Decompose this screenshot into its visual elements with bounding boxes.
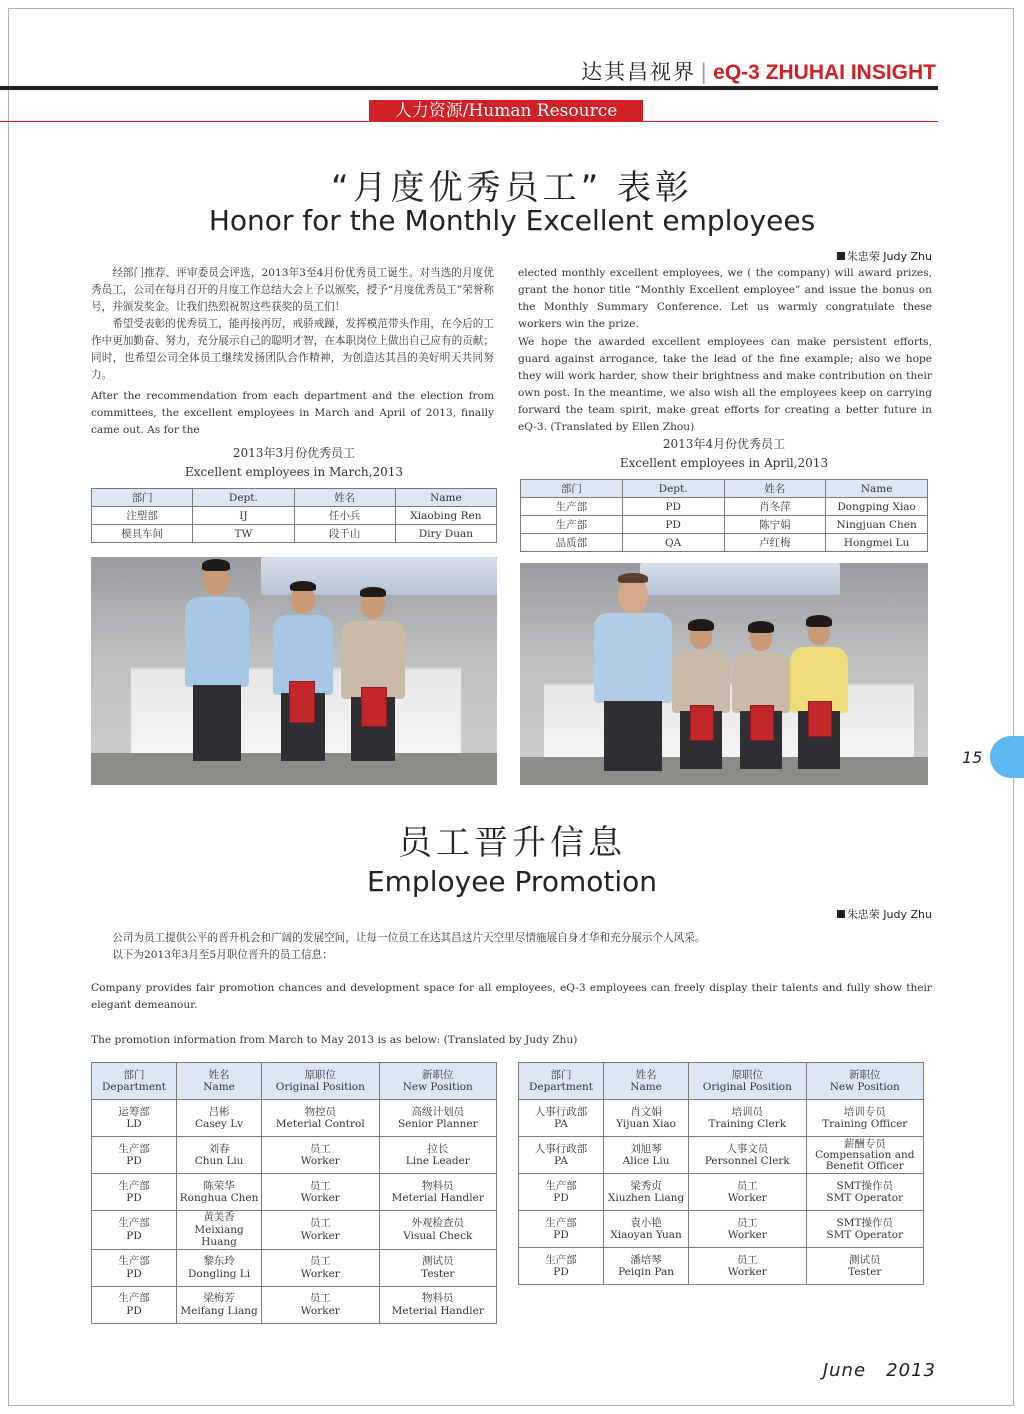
table-cell: 物料员 Meterial Handler (379, 1174, 496, 1211)
march-table (91, 488, 497, 543)
header-en: Department (529, 1081, 594, 1093)
header-cn: 姓名 (635, 1068, 657, 1081)
header-cn: 原职位 (731, 1068, 764, 1081)
table-row (519, 1248, 924, 1285)
table-cell: Dongping Xiao (826, 498, 928, 516)
header-cell (806, 1063, 923, 1100)
april-header-cell: Dept. (622, 480, 724, 498)
table-cell: 刘春 Chun Liu (177, 1137, 262, 1174)
table-cell: TW (193, 525, 294, 543)
april-caption-en: Excellent employees in April,2013 (619, 456, 829, 470)
march-caption-cn: 2013年3月份优秀员工 (232, 446, 356, 460)
header-cell (519, 1063, 604, 1100)
march-caption-en: Excellent employees in March,2013 (184, 465, 404, 479)
table-cell: 卢红梅 (724, 534, 826, 552)
table-row (521, 534, 928, 552)
april-header-cell: Name (826, 480, 928, 498)
table-cell: 培训专员 Training Officer (806, 1100, 923, 1137)
magazine-header (581, 56, 936, 86)
article1-title-en: Honor for the Monthly Excellent employees (208, 204, 816, 237)
header-en: Name (630, 1081, 662, 1093)
article1-cn-p1: 经部门推荐、评审委员会评选，2013年3至4月份优秀员工诞生。对当选的月度优秀员工，公司在每月召开的月度工作总结大会上予以颁奖，授予“月度优秀员工”荣誉称号，并颁发奖金。让我们热烈祝贺这些获奖的员工们！ (91, 267, 494, 313)
table-cell: 生产部 PD (519, 1248, 604, 1285)
table-row (92, 1286, 497, 1323)
promotion-header (92, 1063, 497, 1100)
header-cn: 姓名 (208, 1068, 230, 1081)
table-row (92, 525, 497, 543)
table-cell: 人事文员 Personnel Clerk (689, 1137, 806, 1174)
table-cell: 模具车间 (92, 525, 193, 543)
header-cell (689, 1063, 806, 1100)
brand-cn: 达其昌视界 (581, 60, 697, 84)
header-cn: 新职位 (849, 1068, 881, 1081)
march-award-photo (91, 557, 497, 785)
article2-byline: 朱忠荣 Judy Zhu (837, 906, 932, 922)
march-header-cell: Dept. (193, 489, 294, 507)
march-table-header (92, 489, 497, 507)
header-cn: 部门 (123, 1068, 145, 1081)
table-row (519, 1137, 924, 1174)
table-cell: 生产部 PD (92, 1211, 177, 1250)
april-caption (520, 435, 928, 473)
table-cell: 员工 Worker (689, 1248, 806, 1285)
table-cell: 任小兵 (294, 507, 395, 525)
table-cell: 拉长 Line Leader (379, 1137, 496, 1174)
table-cell: IJ (193, 507, 294, 525)
table-cell: 黄美香 Meixiang Huang (177, 1211, 262, 1250)
table-cell: 生产部 PD (92, 1137, 177, 1174)
table-cell: 陈荣华 Ronghua Chen (177, 1174, 262, 1211)
issue-date: June 2013 (822, 1360, 936, 1381)
table-cell: 潘培琴 Peiqin Pan (604, 1248, 689, 1285)
article2-title-cn: 员工晋升信息 (398, 823, 626, 863)
table-cell: 刘旭琴 Alice Liu (604, 1137, 689, 1174)
table-cell: 员工 Worker (689, 1174, 806, 1211)
header-cn: 新职位 (422, 1068, 454, 1081)
table-cell: PD (622, 498, 724, 516)
march-header-cell: 部门 (92, 489, 193, 507)
table-cell: 生产部 PD (519, 1174, 604, 1211)
table-cell: 生产部 PD (92, 1249, 177, 1286)
table-cell: 人事行政部 PA (519, 1100, 604, 1137)
article2-cn-p2: 以下为2013年3月至5月职位晋升的员工信息： (112, 949, 333, 961)
table-row (92, 1174, 497, 1211)
article1-en-p2: elected monthly excellent employees, we ( the company) will award prizes, grant the honor title “Monthly Excellent employee” and issue the bonus on the Monthly Summary Conference. Let us warmly congratulate these workers win the prize. (518, 267, 932, 330)
header-cell (604, 1063, 689, 1100)
table-cell: 员工 Worker (689, 1211, 806, 1248)
table-row (92, 507, 497, 525)
april-table-header (521, 480, 928, 498)
header-cn: 部门 (550, 1068, 572, 1081)
table-cell: 段千山 (294, 525, 395, 543)
table-cell: 吕彬 Casey Lv (177, 1100, 262, 1137)
table-cell: 测试员 Tester (806, 1248, 923, 1285)
table-cell: 高级计划员 Senior Planner (379, 1100, 496, 1137)
header-en: Department (102, 1081, 167, 1093)
article1-en-p1: After the recommendation from each department and the election from committees, the excellent employees in March and April of 2013, finally came out. As for the (91, 390, 494, 436)
header-cell (379, 1063, 496, 1100)
table-cell: 生产部 (521, 498, 623, 516)
table-cell: 注塑部 (92, 507, 193, 525)
table-cell: PD (622, 516, 724, 534)
table-row (92, 1211, 497, 1250)
table-cell: 物料员 Meterial Handler (379, 1286, 496, 1323)
table-row (521, 498, 928, 516)
page-number: 15 (962, 748, 983, 767)
header-rule (0, 86, 938, 90)
header-en: Name (203, 1081, 235, 1093)
table-row (92, 1137, 497, 1174)
header-en: Original Position (275, 1081, 365, 1093)
table-cell: SMT操作员 SMT Operator (806, 1174, 923, 1211)
march-caption (91, 444, 497, 482)
table-cell: 薪酬专员 Compensation and Benefit Officer (806, 1137, 923, 1174)
table-cell: 员工 Worker (262, 1174, 379, 1211)
table-cell: QA (622, 534, 724, 552)
table-cell: 肖冬萍 (724, 498, 826, 516)
table-cell: 外观检查员 Visual Check (379, 1211, 496, 1250)
april-caption-cn: 2013年4月份优秀员工 (662, 437, 786, 451)
table-cell: Hongmei Lu (826, 534, 928, 552)
table-cell: 生产部 PD (519, 1211, 604, 1248)
table-cell: 员工 Worker (262, 1249, 379, 1286)
header-cell (262, 1063, 379, 1100)
table-cell: 袁小艳 Xiaoyan Yuan (604, 1211, 689, 1248)
table-cell: Ningjuan Chen (826, 516, 928, 534)
table-cell: 员工 Worker (262, 1286, 379, 1323)
header-cn: 原职位 (304, 1068, 337, 1081)
table-cell: 梁秀贞 Xiuzhen Liang (604, 1174, 689, 1211)
section-band (0, 100, 938, 122)
article1-en-p3: We hope the awarded excellent employees can make persistent efforts, guard against arrogance, take the lead of the fine example; also we hope they will work harder, show their brightness and make contribution on their own post. In the meantime, we also wish all the employees keep on carrying forward the team spirit, make great efforts for creating a better future in eQ-3. (Translated by Ellen Zhou) (518, 336, 932, 433)
brand-en: eQ-3 ZHUHAI INSIGHT (713, 61, 936, 84)
header-en: New Position (829, 1081, 900, 1093)
table-cell: 生产部 PD (92, 1286, 177, 1323)
table-cell: 测试员 Tester (379, 1249, 496, 1286)
article2-en-p1: Company provides fair promotion chances and development space for all employees, eQ-3 employees can freely display their talents and fully show their elegant demeanour. (91, 982, 932, 1011)
table-cell: 黎东玲 Dongling Li (177, 1249, 262, 1286)
table-cell: 梁梅芳 Meifang Liang (177, 1286, 262, 1323)
table-cell: 运筹部 LD (92, 1100, 177, 1137)
table-row (519, 1100, 924, 1137)
table-row (521, 516, 928, 534)
promotion-table-left (91, 1062, 497, 1324)
article1-title-cn: “月度优秀员工” 表彰 (330, 168, 694, 208)
brand-separator: | (700, 60, 710, 84)
april-award-photo (520, 563, 928, 785)
article1-byline: 朱忠荣 Judy Zhu (837, 248, 932, 264)
table-row (519, 1211, 924, 1248)
table-cell: 肖文娟 Yijuan Xiao (604, 1100, 689, 1137)
photo-logo-sign (640, 563, 840, 595)
table-cell: 生产部 PD (92, 1174, 177, 1211)
promotion-table-right (518, 1062, 924, 1285)
header-cell (92, 1063, 177, 1100)
page-tab-marker (990, 736, 1024, 778)
table-cell: 物控员 Meterial Control (262, 1100, 379, 1137)
article2-cn-p1: 公司为员工提供公平的晋升机会和广阔的发展空间，让每一位员工在达其昌这片天空里尽情施展自身才华和充分展示个人风采。 (112, 932, 706, 944)
march-header-cell: 姓名 (294, 489, 395, 507)
table-row (519, 1174, 924, 1211)
table-cell: 人事行政部 PA (519, 1137, 604, 1174)
table-cell: 生产部 (521, 516, 623, 534)
table-row (92, 1100, 497, 1137)
table-row (92, 1249, 497, 1286)
header-cell (177, 1063, 262, 1100)
header-en: New Position (402, 1081, 473, 1093)
april-header-cell: 部门 (521, 480, 623, 498)
header-en: Original Position (702, 1081, 792, 1093)
april-header-cell: 姓名 (724, 480, 826, 498)
section-label: 人力资源/Human Resource (369, 100, 643, 122)
article1-cn-p2: 希望受表彰的优秀员工，能再接再厉，戒骄戒躁，发挥模范带头作用，在今后的工作中更加勤奋、努力，充分展示自己的聪明才智，在本职岗位上做出自己应有的贡献；同时，也希望公司全体员工继续发扬团队合作精神，为创造达其昌的美好明天共同努力。 (91, 318, 494, 381)
promotion-header (519, 1063, 924, 1100)
april-table (520, 479, 928, 552)
article2-en-p2: The promotion information from March to May 2013 is as below: (Translated by Judy Zhu) (91, 1034, 578, 1046)
table-cell: SMT操作员 SMT Operator (806, 1211, 923, 1248)
table-cell: 员工 Worker (262, 1211, 379, 1250)
article2-title-en: Employee Promotion (366, 865, 658, 898)
table-cell: Diry Duan (395, 525, 496, 543)
table-cell: 品质部 (521, 534, 623, 552)
table-cell: Xiaobing Ren (395, 507, 496, 525)
photo-floor (520, 757, 928, 785)
march-header-cell: Name (395, 489, 496, 507)
table-cell: 员工 Worker (262, 1137, 379, 1174)
table-cell: 陈宁娟 (724, 516, 826, 534)
table-cell: 培训员 Training Clerk (689, 1100, 806, 1137)
